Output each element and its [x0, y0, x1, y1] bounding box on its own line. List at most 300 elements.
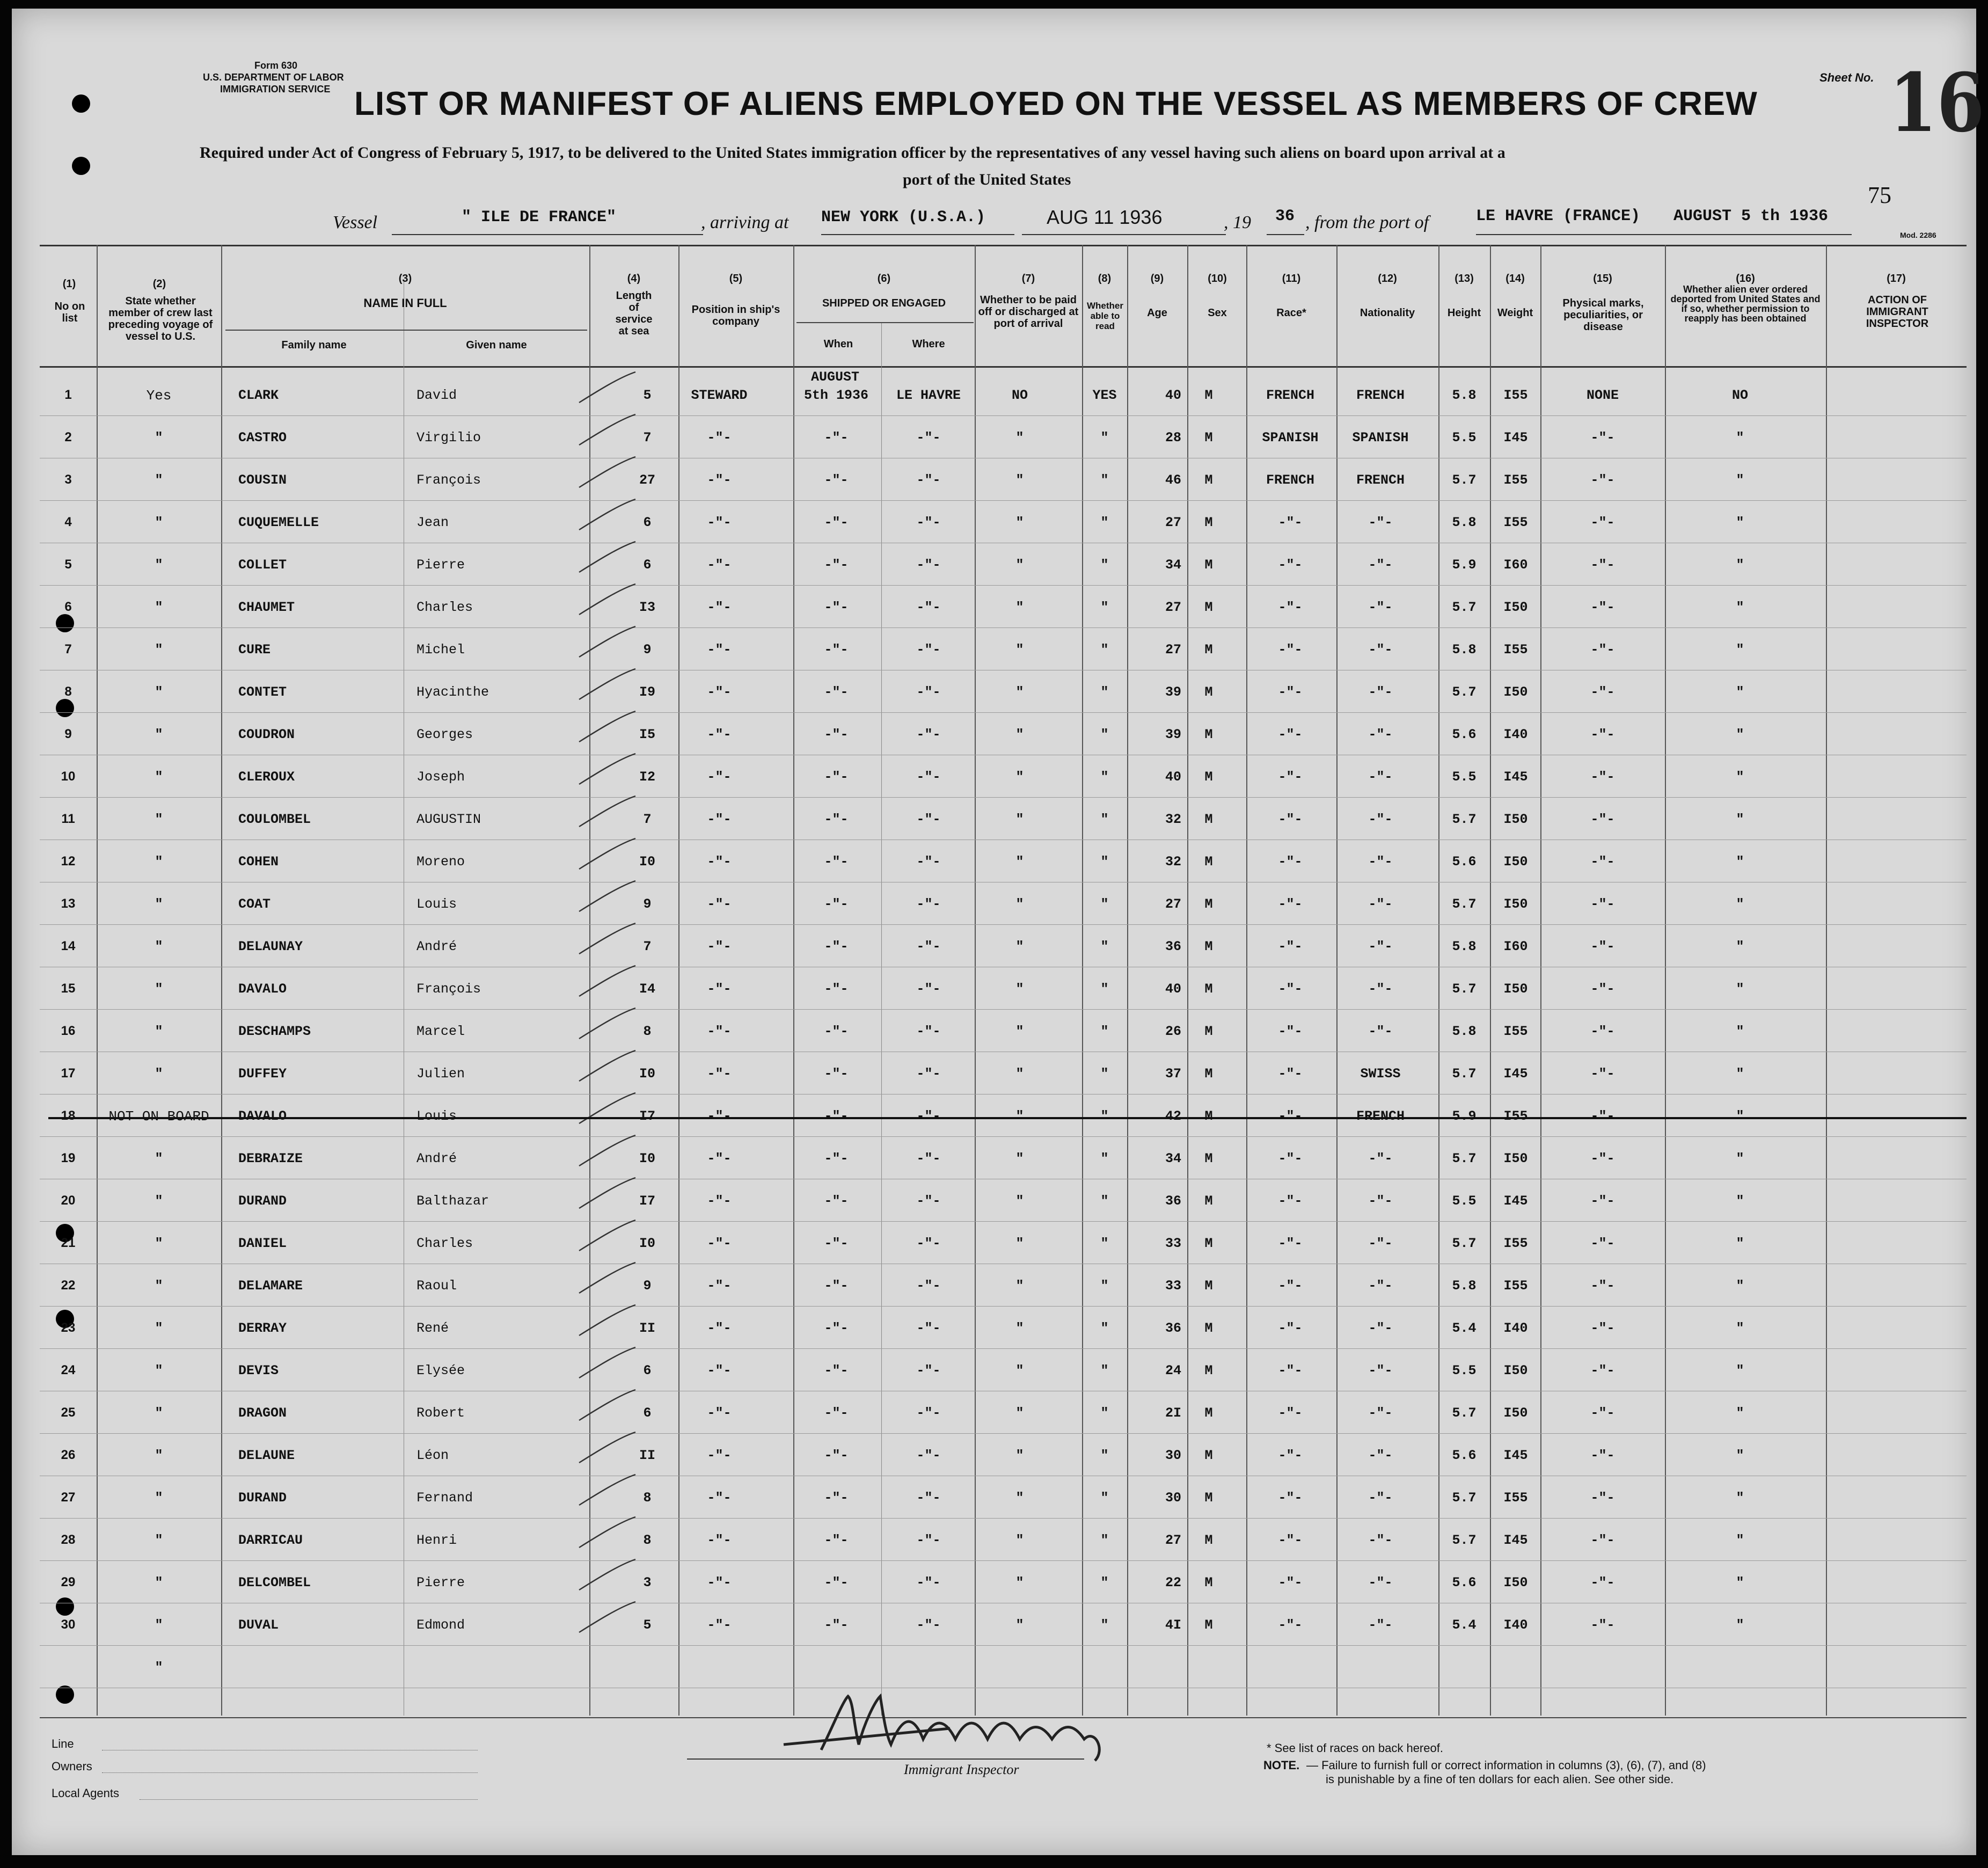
cell-marks: -"- [1590, 557, 1615, 573]
cell-sex: M [1204, 727, 1213, 742]
cell-when: -"- [824, 1066, 849, 1082]
cell-svc: I9 [639, 684, 655, 700]
cell-h: 5.7 [1452, 1236, 1477, 1251]
cell-family: CURE [238, 642, 271, 658]
cell-svc: 27 [639, 472, 655, 488]
cell-svc: 7 [643, 812, 652, 827]
cell-sex: M [1204, 557, 1213, 573]
cell-given: Edmond [416, 1617, 465, 1633]
col14-header: Weight [1497, 307, 1533, 319]
cell-w: I50 [1503, 1575, 1528, 1590]
cell-h: 5.6 [1452, 854, 1477, 870]
check-mark [576, 1345, 641, 1382]
cell-sex: M [1204, 981, 1213, 997]
col5-num: (5) [729, 273, 743, 284]
cell-given: André [416, 939, 457, 954]
cell-h: 5.5 [1452, 1363, 1477, 1378]
cell-w: I50 [1503, 981, 1528, 997]
cell-race: -"- [1278, 1151, 1303, 1166]
col5-header: Position in ship's company [691, 304, 780, 327]
cell-w: I50 [1503, 812, 1528, 827]
cell-race: -"- [1278, 600, 1303, 615]
cell-w: I40 [1503, 1617, 1528, 1633]
cell-race: FRENCH [1266, 472, 1314, 488]
cell-marks: -"- [1590, 727, 1615, 742]
cell-dep: " [1736, 430, 1744, 446]
cell-age: 40 [1165, 981, 1181, 997]
cell-race: SPANISH [1262, 430, 1319, 446]
cell-pos: -"- [707, 1575, 732, 1590]
cell-nat: -"- [1368, 1236, 1393, 1251]
strike-through-line [48, 1117, 1967, 1119]
cell-h: 5.7 [1452, 684, 1477, 700]
cell-no: 6 [64, 600, 72, 614]
cell-read: " [1100, 1108, 1109, 1124]
cell-given: Moreno [416, 854, 465, 870]
cell-read: " [1100, 1405, 1109, 1421]
cell-no: 16 [61, 1024, 76, 1038]
col4-header: Length of service at sea [615, 290, 653, 337]
cell-race: -"- [1278, 1278, 1303, 1294]
cell-w: I45 [1503, 1448, 1528, 1463]
cell-paid: " [1015, 1024, 1024, 1039]
cell-pos: -"- [707, 727, 732, 742]
cell-where: -"- [916, 939, 941, 954]
cell-family: COUSIN [238, 472, 287, 488]
cell-marks: -"- [1590, 1151, 1615, 1166]
cell-when: -"- [824, 642, 849, 658]
cell-family: DAVALO [238, 981, 287, 997]
cell-svc: I7 [639, 1108, 655, 1124]
cell-paid: " [1015, 684, 1024, 700]
cell-w: I55 [1503, 1024, 1528, 1039]
cell-marks: -"- [1590, 472, 1615, 488]
punch-hole [72, 94, 90, 113]
cell-given: Louis [416, 1108, 457, 1124]
cell-age: 27 [1165, 600, 1181, 615]
subtitle-line-1: Required under Act of Congress of February 5, 1917, to be delivered to the United States immigration officer by the representatives of any vessel having such aliens on board upon arrival at a [200, 144, 1505, 162]
cell-read: " [1100, 472, 1109, 488]
cell-prev: " [155, 1066, 163, 1082]
cell-age: 39 [1165, 727, 1181, 742]
cell-marks: -"- [1590, 1363, 1615, 1378]
cell-read: " [1100, 1024, 1109, 1039]
cell-when: -"- [824, 1193, 849, 1209]
cell-h: 5.8 [1452, 515, 1477, 530]
cell-paid: " [1015, 642, 1024, 658]
cell-h: 5.7 [1452, 1151, 1477, 1166]
cell-race: -"- [1278, 1448, 1303, 1463]
cell-no: 15 [61, 981, 76, 996]
check-mark [576, 1557, 641, 1594]
cell-given: Louis [416, 896, 457, 912]
cell-h: 5.5 [1452, 769, 1477, 785]
cell-sex: M [1204, 1320, 1213, 1336]
cell-given: Robert [416, 1405, 465, 1421]
cell-paid: " [1015, 472, 1024, 488]
row-rule [40, 797, 1967, 798]
cell-given: AUGUSTIN [416, 812, 481, 827]
cell-sex: M [1204, 1405, 1213, 1421]
cell-family: CONTET [238, 684, 287, 700]
cell-race: -"- [1278, 515, 1303, 530]
cell-read: " [1100, 981, 1109, 997]
row-rule [40, 1433, 1967, 1434]
col10-header: Sex [1208, 307, 1227, 319]
cell-family: CLEROUX [238, 769, 295, 785]
cell-prev: " [155, 1448, 163, 1463]
cell-where: -"- [916, 1024, 941, 1039]
cell-sex: M [1204, 1533, 1213, 1548]
cell-when: -"- [824, 727, 849, 742]
cell-nat: -"- [1368, 769, 1393, 785]
cell-age: 27 [1165, 896, 1181, 912]
col7-header: Whether to be paid off or discharged at port of arrival [978, 294, 1079, 330]
cell-family: DEVIS [238, 1363, 279, 1378]
cell-prev: " [155, 1320, 163, 1336]
cell-marks: -"- [1590, 684, 1615, 700]
cell-pos: -"- [707, 1617, 732, 1633]
cell-w: I60 [1503, 939, 1528, 954]
cell-where: -"- [916, 1448, 941, 1463]
row-rule [40, 585, 1967, 586]
cell-paid: " [1015, 1617, 1024, 1633]
cell-given: Jean [416, 515, 449, 530]
cell-dep: " [1736, 1405, 1744, 1421]
cell-when: -"- [824, 472, 849, 488]
cell-nat: -"- [1368, 939, 1393, 954]
cell-read: " [1100, 1278, 1109, 1294]
col2-header: State whether member of crew last preceding voyage of vessel to U.S. [108, 295, 213, 342]
cell-dep: " [1736, 727, 1744, 742]
cell-read: " [1100, 600, 1109, 615]
cell-race: -"- [1278, 854, 1303, 870]
cell-where: -"- [916, 1278, 941, 1294]
mod-number: Mod. 2286 [1900, 231, 1936, 239]
cell-when: -"- [824, 896, 849, 912]
cell-prev: " [155, 1024, 163, 1039]
cell-svc: II [639, 1320, 655, 1336]
cell-age: 34 [1165, 1151, 1181, 1166]
cell-dep: " [1736, 1151, 1744, 1166]
col7-num: (7) [1021, 273, 1035, 284]
cell-age: 27 [1165, 1533, 1181, 1548]
cell-where: -"- [916, 642, 941, 658]
cell-race: -"- [1278, 1320, 1303, 1336]
cell-dep: " [1736, 1320, 1744, 1336]
cell-no: 29 [61, 1575, 76, 1589]
cell-dep: " [1736, 1066, 1744, 1082]
cell-no: 30 [61, 1617, 76, 1632]
cell-sex: M [1204, 1151, 1213, 1166]
row-rule [40, 1560, 1967, 1561]
cell-age: 36 [1165, 939, 1181, 954]
cell-age: 33 [1165, 1278, 1181, 1294]
cell-marks: -"- [1590, 1236, 1615, 1251]
cell-family: DURAND [238, 1193, 287, 1209]
cell-svc: 3 [643, 1575, 652, 1590]
check-mark [576, 539, 641, 577]
col1-num: (1) [62, 278, 76, 290]
cell-h: 5.4 [1452, 1320, 1477, 1336]
immigrant-inspector-label: Immigrant Inspector [904, 1762, 1019, 1777]
cell-svc: 6 [643, 515, 652, 530]
cell-dep: " [1736, 472, 1744, 488]
cell-nat: -"- [1368, 1320, 1393, 1336]
cell-dep: " [1736, 557, 1744, 573]
owners-label: Owners [52, 1760, 92, 1773]
cell-prev: Yes [146, 388, 172, 404]
col6-where-header: Where [912, 338, 945, 350]
cell-pos: -"- [707, 1490, 732, 1506]
cell-where: -"- [916, 557, 941, 573]
cell-h: 5.7 [1452, 1066, 1477, 1082]
cell-svc: 6 [643, 557, 652, 573]
cell-family: DUFFEY [238, 1066, 287, 1082]
cell-when: -"- [824, 1533, 849, 1548]
department: U.S. DEPARTMENT OF LABOR [203, 72, 344, 83]
cell-age: 30 [1165, 1448, 1181, 1463]
check-mark [576, 878, 641, 916]
cell-pos: -"- [707, 1363, 732, 1378]
cell-sex: M [1204, 1193, 1213, 1209]
cell-given: Marcel [416, 1024, 465, 1039]
col11-num: (11) [1282, 273, 1301, 284]
cell-svc: 8 [643, 1533, 652, 1548]
cell-pos: -"- [707, 1151, 732, 1166]
row-rule [40, 712, 1967, 713]
cell-marks: -"- [1590, 515, 1615, 530]
cell-paid: " [1015, 1405, 1024, 1421]
cell-family: DUVAL [238, 1617, 279, 1633]
cell-svc: I0 [639, 1066, 655, 1082]
cell-age: 40 [1165, 769, 1181, 785]
cell-when: -"- [824, 1617, 849, 1633]
cell-h: 5.8 [1452, 642, 1477, 658]
cell-paid: " [1015, 1236, 1024, 1251]
cell-race: -"- [1278, 1575, 1303, 1590]
cell-nat: -"- [1368, 1533, 1393, 1548]
cell-pos: -"- [707, 1533, 732, 1548]
cell-paid: " [1015, 1363, 1024, 1378]
cell-nat: -"- [1368, 1193, 1393, 1209]
cell-nat: -"- [1368, 684, 1393, 700]
check-mark [576, 1133, 641, 1170]
cell-sex: M [1204, 1066, 1213, 1082]
cell-family: DARRICAU [238, 1533, 303, 1548]
cell-no: 19 [61, 1151, 76, 1165]
cell-svc: 7 [643, 939, 652, 954]
cell-no: 14 [61, 939, 76, 953]
cell-age: 40 [1165, 388, 1181, 403]
cell-prev: " [155, 600, 163, 615]
cell-read: " [1100, 684, 1109, 700]
cell-svc: 8 [643, 1490, 652, 1506]
cell-prev: " [155, 981, 163, 997]
cell-prev: " [155, 1617, 163, 1633]
cell-prev: " [155, 1533, 163, 1548]
cell-where: -"- [916, 1405, 941, 1421]
cell-when: -"- [824, 1236, 849, 1251]
cell-family: DESCHAMPS [238, 1024, 311, 1039]
cell-marks: -"- [1590, 1193, 1615, 1209]
cell-h: 5.9 [1452, 1108, 1477, 1124]
cell-sex: M [1204, 600, 1213, 615]
col15-header: Physical marks, peculiarities, or disease [1562, 297, 1644, 333]
cell-marks: -"- [1590, 1066, 1615, 1082]
cell-dep: " [1736, 1108, 1744, 1124]
cell-age: 32 [1165, 854, 1181, 870]
cell-paid: " [1015, 896, 1024, 912]
cell-w: I50 [1503, 1363, 1528, 1378]
cell-given: René [416, 1320, 449, 1336]
cell-when: -"- [824, 1108, 849, 1124]
cell-marks: -"- [1590, 1575, 1615, 1590]
cell-paid: " [1015, 515, 1024, 530]
cell-prev: " [155, 642, 163, 658]
cell-pos: STEWARD [691, 388, 748, 403]
cell-marks: -"- [1590, 1448, 1615, 1463]
cell-when: -"- [824, 1575, 849, 1590]
cell-pos: -"- [707, 1066, 732, 1082]
cell-h: 5.7 [1452, 981, 1477, 997]
cell-prev: " [155, 939, 163, 954]
cell-nat: FRENCH [1356, 1108, 1405, 1124]
cell-family: CHAUMET [238, 600, 295, 615]
col14-num: (14) [1505, 273, 1525, 284]
cell-family: COHEN [238, 854, 279, 870]
cell-family: CASTRO [238, 430, 287, 446]
cell-family: CUQUEMELLE [238, 515, 319, 530]
col3-family-header: Family name [281, 339, 347, 351]
col3-num: (3) [398, 273, 412, 284]
cell-prev: " [155, 1151, 163, 1166]
cell-pos: -"- [707, 1024, 732, 1039]
cell-pos: -"- [707, 939, 732, 954]
cell-dep: " [1736, 1278, 1744, 1294]
cell-when: -"- [824, 1490, 849, 1506]
col11-header: Race* [1276, 307, 1306, 319]
col6-when-header: When [823, 338, 853, 350]
cell-race: -"- [1278, 1533, 1303, 1548]
cell-prev: " [155, 515, 163, 530]
cell-race: -"- [1278, 727, 1303, 742]
cell-race: -"- [1278, 1405, 1303, 1421]
cell-race: -"- [1278, 1236, 1303, 1251]
cell-marks: -"- [1590, 1533, 1615, 1548]
col13-num: (13) [1455, 273, 1474, 284]
cell-family: DELAUNAY [238, 939, 303, 954]
cell-age: 22 [1165, 1575, 1181, 1590]
cell-when: -"- [824, 1405, 849, 1421]
cell-nat: -"- [1368, 515, 1393, 530]
cell-family: DELAMARE [238, 1278, 303, 1294]
cell-paid: " [1015, 1193, 1024, 1209]
cell-where: -"- [916, 769, 941, 785]
cell-prev: " [155, 684, 163, 700]
cell-where: -"- [916, 1193, 941, 1209]
cell-h: 5.8 [1452, 388, 1477, 403]
cell-w: I55 [1503, 515, 1528, 530]
cell-paid: " [1015, 812, 1024, 827]
cell-where: -"- [916, 1490, 941, 1506]
cell-where: -"- [916, 854, 941, 870]
cell-marks: -"- [1590, 896, 1615, 912]
cell-where: -"- [916, 1066, 941, 1082]
cell-prev: " [155, 812, 163, 827]
cell-given: Elysée [416, 1363, 465, 1378]
cell-race: -"- [1278, 557, 1303, 573]
cell-no: 9 [64, 727, 72, 741]
cell-family: DERRAY [238, 1320, 287, 1336]
col16-header: Whether alien ever ordered deported from United States and if so, whether permission to reapply has been obtained [1670, 284, 1821, 324]
cell-where: LE HAVRE [896, 388, 961, 403]
cell-nat: SPANISH [1352, 430, 1409, 446]
cell-read: " [1100, 1066, 1109, 1082]
check-mark [576, 963, 641, 1001]
cell-marks: -"- [1590, 812, 1615, 827]
cell-family: DURAND [238, 1490, 287, 1506]
cell-given: Charles [416, 1236, 473, 1251]
cell-dep: " [1736, 1490, 1744, 1506]
sheet-label: Sheet No. [1819, 71, 1874, 84]
cell-family: COULOMBEL [238, 812, 311, 827]
cell-prev: NOT ON BOARD [108, 1108, 209, 1125]
cell-read: " [1100, 1320, 1109, 1336]
page-title: LIST OR MANIFEST OF ALIENS EMPLOYED ON THE VESSEL AS MEMBERS OF CREW [354, 85, 1758, 122]
check-mark [576, 1005, 641, 1043]
cell-where: -"- [916, 472, 941, 488]
cell-marks: -"- [1590, 1024, 1615, 1039]
cell-age: 32 [1165, 812, 1181, 827]
cell-no: 23 [61, 1320, 76, 1335]
cell-given: Joseph [416, 769, 465, 785]
col8-header: Whether able to read [1087, 301, 1123, 331]
cell-h: 5.7 [1452, 1533, 1477, 1548]
cell-read: " [1100, 557, 1109, 573]
cell-dep: " [1736, 1024, 1744, 1039]
cell-svc: 6 [643, 1405, 652, 1421]
check-mark [576, 1217, 641, 1255]
cell-dep: NO [1731, 388, 1748, 403]
cell-no: 20 [61, 1193, 76, 1208]
arrival-year: 36 [1275, 207, 1295, 225]
cell-h: 5.6 [1452, 1575, 1477, 1590]
cell-prev: " [155, 769, 163, 785]
cell-age: 33 [1165, 1236, 1181, 1251]
cell-dep: " [1736, 515, 1744, 530]
cell-where: -"- [916, 684, 941, 700]
cell-when: -"- [824, 812, 849, 827]
col4-num: (4) [627, 273, 641, 284]
cell-nat: -"- [1368, 727, 1393, 742]
cell-sex: M [1204, 515, 1213, 530]
cell-sex: M [1204, 1024, 1213, 1039]
cell-h: 5.9 [1452, 557, 1477, 573]
cell-family: DRAGON [238, 1405, 287, 1421]
cell-dep: " [1736, 1193, 1744, 1209]
cell-no: 3 [64, 472, 72, 487]
cell-pos: -"- [707, 854, 732, 870]
cell-read: " [1100, 1151, 1109, 1166]
cell-dep: " [1736, 1533, 1744, 1548]
cell-when: -"- [824, 430, 849, 446]
cell-pos: -"- [707, 1405, 732, 1421]
cell-age: 26 [1165, 1024, 1181, 1039]
cell-family: DAVALO [238, 1108, 287, 1124]
cell-prev: " [155, 430, 163, 446]
check-mark [576, 1048, 641, 1085]
